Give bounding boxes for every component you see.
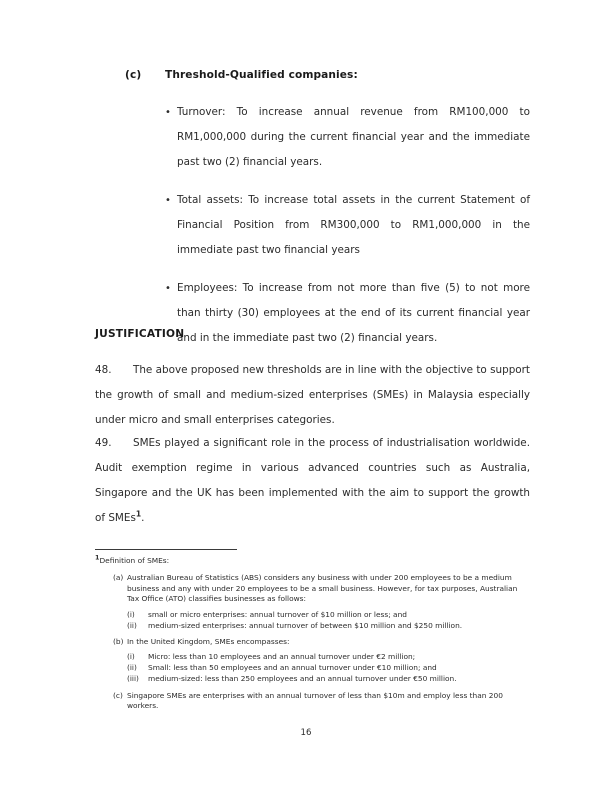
footnote-item-label: (a): [113, 573, 124, 583]
paragraph-text: SMEs played a significant role in the process of industrialisation worldwide. Audit exemption regime in various advanced countries such as Australia, Singapore and the UK has been implemented with the aim to support the growth of SMEs: [95, 437, 530, 524]
footnote-subitem-label: (i): [127, 652, 135, 662]
footnote-sublist-a: [127, 610, 523, 631]
paragraph-number: 49.: [95, 437, 112, 449]
footnote-item-b: [95, 637, 523, 685]
paragraph-48: [95, 358, 530, 433]
footnote-sublist-b: [127, 652, 523, 684]
bullet-icon: •: [165, 195, 171, 206]
footnote-subitem-text: small or micro enterprises: annual turnover of $10 million or less; and: [148, 609, 407, 619]
paragraph-text: The above proposed new thresholds are in line with the objective to support the growth of small and medium-sized enterprises (SMEs) in Malaysia especially under micro and small enterprises categories.: [95, 364, 530, 426]
paragraph-text-tail: .: [141, 512, 145, 524]
footnote-item-c: [95, 691, 523, 712]
footnote-item-label: (c): [113, 690, 123, 700]
footnote-item-text: In the United Kingdom, SMEs encompasses:: [127, 636, 290, 646]
footnote-subitem-text: Micro: less than 10 employees and an annual turnover under €2 million;: [148, 652, 416, 662]
paragraph-number: 48.: [95, 364, 112, 376]
list-item-text: Total assets: To increase total assets in the current Statement of Financial Position from RM300,000 to RM1,000,000 in the immediate past two financial years: [177, 194, 530, 256]
bullet-icon: •: [165, 283, 171, 294]
footnote-subitem-text: medium-sized enterprises: annual turnover of between $10 million and $250 million.: [148, 620, 463, 630]
footnote-subitem-label: (i): [127, 609, 135, 619]
footnote-subitem-text: medium-sized: less than 250 employees and an annual turnover under €50 million.: [148, 674, 457, 684]
page-number: 16: [300, 728, 312, 738]
footnote-subitem: [127, 652, 523, 662]
footnote-item-a: [95, 573, 523, 631]
footnote-subitem: [127, 674, 523, 684]
footnote-item-label: (b): [113, 636, 124, 646]
footnote-subitem: [127, 663, 523, 673]
bullet-icon: •: [165, 107, 171, 118]
threshold-bullet-list: [165, 100, 530, 364]
section-marker: (c): [125, 69, 142, 81]
footnote-subitem-label: (ii): [127, 663, 137, 673]
footnote-marker: 1: [95, 553, 100, 562]
justification-heading: JUSTIFICATION: [95, 328, 185, 340]
section-title: Threshold-Qualified companies:: [165, 69, 358, 81]
footnote-title-text: Definition of SMEs:: [99, 556, 170, 565]
footnote-block: [95, 553, 523, 717]
footnote-subitem: [127, 610, 523, 620]
footnote-item-text: Australian Bureau of Statistics (ABS) considers any business with under 200 employees to be a medium business and any with under 20 employees to be a small business. However, for tax purposes, Australian Tax Office (ATO) classifies businesses as follows:: [127, 573, 518, 604]
footnote-subitem: [127, 621, 523, 631]
footnote-item-text: Singapore SMEs are enterprises with an annual turnover of less than $10m and employ less than 200 workers.: [127, 690, 503, 710]
list-item: [165, 276, 530, 351]
footnote-separator: [95, 549, 237, 550]
paragraph-49: [95, 431, 530, 531]
footnote-title: [95, 553, 523, 566]
footnote-reference[interactable]: 1: [135, 509, 142, 519]
footnote-subitem-text: Small: less than 50 employees and an annual turnover under €10 million; and: [148, 663, 437, 673]
list-item: [165, 100, 530, 175]
section-heading: [125, 69, 530, 81]
footnote-subitem-label: (iii): [127, 674, 139, 684]
list-item-text: Employees: To increase from not more than five (5) to not more than thirty (30) employees at the end of its current financial year and in the immediate past two (2) financial years.: [177, 282, 530, 344]
list-item-text: Turnover: To increase annual revenue from RM100,000 to RM1,000,000 during the current financial year and the immediate past two (2) financial years.: [177, 106, 530, 168]
list-item: [165, 188, 530, 263]
footnote-subitem-label: (ii): [127, 620, 137, 630]
